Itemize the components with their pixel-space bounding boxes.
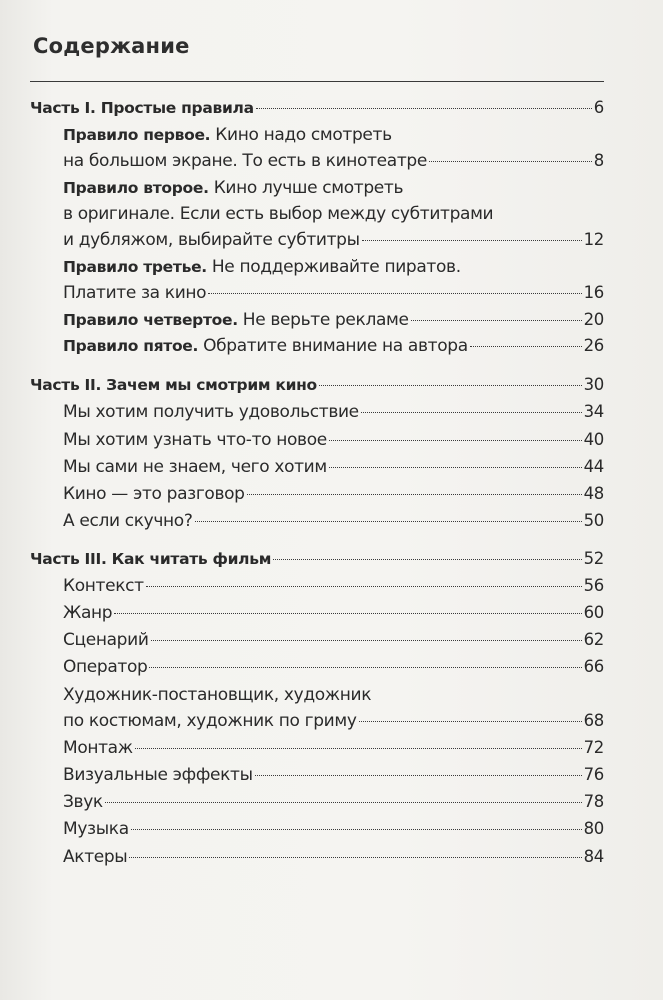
toc-item-label: по костюмам, художник по гриму — [63, 711, 357, 731]
toc-item[interactable] — [63, 819, 604, 839]
toc-item-page: 66 — [583, 657, 604, 676]
toc-item-label: Кино — это разговор — [63, 484, 245, 504]
rule-3-text-line-2: Платите за кино — [63, 283, 207, 303]
part-1-page: 6 — [593, 98, 604, 117]
rule-5-title: Правило пятое. — [63, 337, 199, 355]
rule-3-page: 16 — [583, 283, 604, 302]
rule-2-title: Правило второе. — [63, 179, 209, 197]
dot-leader — [319, 385, 582, 386]
toc-part-2[interactable] — [30, 375, 604, 394]
toc-rule-2-line-1[interactable] — [63, 178, 604, 198]
toc-item[interactable] — [63, 657, 604, 677]
toc-item[interactable] — [63, 576, 604, 596]
toc-item-label: Жанр — [63, 603, 113, 623]
toc-item-label: Мы сами не знаем, чего хотим — [63, 457, 327, 477]
rule-1-page: 8 — [593, 151, 604, 170]
toc-item-page: 68 — [583, 711, 604, 730]
part-2-label: Часть II. Зачем мы смотрим кино — [30, 376, 317, 394]
toc-rule-5[interactable] — [63, 336, 604, 356]
rule-3-title: Правило третье. — [63, 258, 207, 276]
toc-item[interactable] — [63, 847, 604, 867]
dot-leader — [129, 857, 581, 858]
part-1-label: Часть I. Простые правила — [30, 99, 254, 117]
toc-item-page: 60 — [583, 603, 604, 622]
toc-item-page: 72 — [583, 738, 604, 757]
dot-leader — [247, 494, 582, 495]
dot-leader — [411, 320, 582, 321]
rule-3-text-line-1: Не поддерживайте пиратов. — [211, 257, 461, 277]
toc-item-page: 76 — [583, 765, 604, 784]
toc-item[interactable] — [63, 402, 604, 422]
toc-rule-4[interactable] — [63, 310, 604, 330]
toc-item[interactable] — [63, 511, 604, 531]
rule-2-text-line-1: Кино лучше смотреть — [213, 178, 404, 198]
rule-1-text-line-2: на большом экране. То есть в кинотеатре — [63, 151, 427, 171]
toc-item-page: 48 — [583, 484, 604, 503]
rule-4-text-line-1: Не верьте рекламе — [242, 310, 409, 330]
dot-leader — [470, 346, 582, 347]
dot-leader — [151, 640, 582, 641]
dot-leader — [329, 440, 582, 441]
toc-item[interactable] — [63, 765, 604, 785]
toc-item-page: 44 — [583, 457, 604, 476]
toc-item[interactable] — [63, 792, 604, 812]
toc-part-1[interactable] — [30, 98, 604, 117]
toc-rule-2-line-2[interactable] — [63, 204, 604, 224]
toc-item-label: А если скучно? — [63, 511, 193, 531]
dot-leader — [146, 586, 582, 587]
toc-item[interactable] — [63, 484, 604, 504]
toc-rule-1[interactable] — [63, 151, 604, 171]
toc-item-page: 50 — [583, 511, 604, 530]
toc-item[interactable] — [63, 711, 604, 731]
dot-leader — [361, 412, 582, 413]
dot-leader — [149, 667, 581, 668]
dot-leader — [273, 559, 582, 560]
toc-item-label: Актеры — [63, 847, 128, 867]
toc-item-label: Звук — [63, 792, 103, 812]
rule-2-page: 12 — [583, 230, 604, 249]
part-3-page: 52 — [583, 549, 604, 568]
toc-item[interactable] — [63, 630, 604, 650]
dot-leader — [114, 613, 581, 614]
toc-item-page: 56 — [583, 576, 604, 595]
dot-leader — [208, 293, 581, 294]
toc-item-label: Музыка — [63, 819, 129, 839]
dot-leader — [359, 721, 582, 722]
dot-leader — [329, 467, 582, 468]
toc-item-label: Визуальные эффекты — [63, 765, 253, 785]
toc-item-line-1[interactable] — [63, 685, 604, 705]
rule-1-title: Правило первое. — [63, 126, 211, 144]
toc-item-page: 34 — [583, 402, 604, 421]
dot-leader — [135, 748, 582, 749]
rule-5-text-line-1: Обратите внимание на автора — [203, 336, 468, 356]
dot-leader — [256, 108, 592, 109]
toc-rule-3-line-1[interactable] — [63, 257, 604, 277]
toc-item-page: 62 — [583, 630, 604, 649]
toc-item-page: 78 — [583, 792, 604, 811]
toc-item-page: 40 — [583, 430, 604, 449]
dot-leader — [362, 240, 582, 241]
toc-item-label: Монтаж — [63, 738, 133, 758]
toc-item-label: Художник-постановщик, художник — [63, 685, 372, 705]
toc-rule-1-line-1[interactable] — [63, 125, 604, 145]
rule-2-text-line-3: и дубляжом, выбирайте субтитры — [63, 230, 360, 250]
toc-item-label: Оператор — [63, 657, 148, 677]
dot-leader — [195, 521, 582, 522]
toc-item-label: Мы хотим получить удовольствие — [63, 402, 359, 422]
toc-item[interactable] — [63, 430, 604, 450]
toc-item-label: Сценарий — [63, 630, 149, 650]
toc-item-page: 80 — [583, 819, 604, 838]
dot-leader — [255, 775, 582, 776]
part-3-label: Часть III. Как читать фильм — [30, 550, 272, 568]
rule-4-title: Правило четвертое. — [63, 311, 238, 329]
toc-rule-2[interactable] — [63, 230, 604, 250]
toc-item-page: 84 — [583, 847, 604, 866]
toc-item-label: Мы хотим узнать что-то новое — [63, 430, 327, 450]
toc-rule-3[interactable] — [63, 283, 604, 303]
dot-leader — [105, 802, 582, 803]
toc-item[interactable] — [63, 603, 604, 623]
toc-item[interactable] — [63, 738, 604, 758]
dot-leader — [429, 161, 592, 162]
dot-leader — [131, 829, 582, 830]
toc-item-label: Контекст — [63, 576, 144, 596]
title-divider — [30, 81, 604, 82]
rule-4-page: 20 — [583, 310, 604, 329]
page-title: Содержание — [33, 34, 190, 58]
rule-1-text-line-1: Кино надо смотреть — [215, 125, 392, 145]
rule-2-text-line-2: в оригинале. Если есть выбор между субтитрами — [63, 204, 494, 224]
toc-part-3[interactable] — [30, 549, 604, 568]
rule-5-page: 26 — [583, 336, 604, 355]
part-2-page: 30 — [583, 375, 604, 394]
toc-item[interactable] — [63, 457, 604, 477]
